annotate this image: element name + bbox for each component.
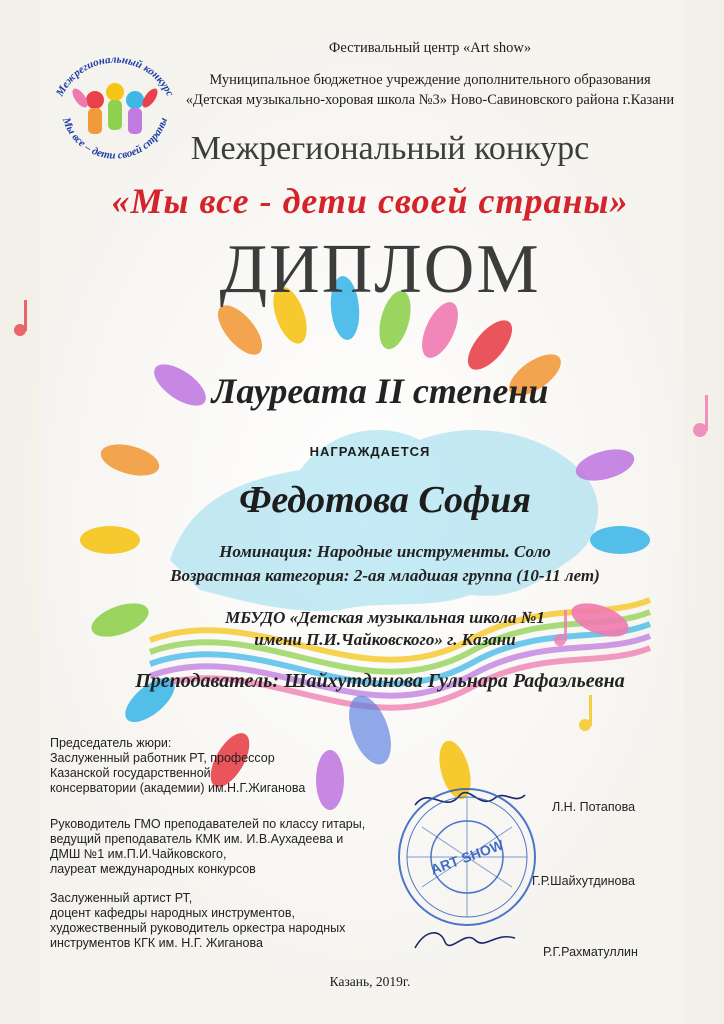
institution-line: Муниципальное бюджетное учреждение дополнительного образования (209, 72, 651, 88)
school-line: «Детская музыкально-хоровая школа №3» Ново-Савиновского района г.Казани (185, 92, 675, 108)
school-name-line-1: МБУДО «Детская музыкальная школа №1 (225, 608, 545, 627)
diploma-heading: ДИПЛОМ (219, 231, 541, 308)
recipient-name: Федотова София (239, 479, 531, 521)
signatory-name-chair: Л.Н. Потапова (552, 800, 636, 814)
signatory-name-artist: Р.Г.Рахматуллин (543, 945, 638, 959)
svg-text:Мы все – дети своей страны: Мы все – дети своей страны (59, 115, 171, 162)
signatory-name-gmo: Г.Р.Шайхутдинова (532, 874, 635, 888)
laureate-degree: Лауреата II степени (211, 371, 549, 411)
signatory-title-line: Руководитель ГМО преподавателей по классу гитары, (50, 817, 366, 831)
signatory-title-line: Председатель жюри: (50, 736, 172, 750)
official-stamp (392, 782, 542, 932)
signatory-title-line: художественный руководитель оркестра народных (50, 921, 346, 935)
signatory-title-line: доцент кафедры народных инструментов, (50, 906, 295, 920)
city-year: Казань, 2019г. (329, 974, 411, 989)
signatory-block-gmo (50, 817, 390, 877)
signatory-title-line: лауреат международных конкурсов (50, 862, 256, 876)
signatory-title-line: Заслуженный работник РТ, профессор (50, 751, 275, 765)
age-category-line: Возрастная категория: 2-ая младшая группа (10-11 лет) (170, 566, 600, 585)
nomination-line: Номинация: Народные инструменты. Соло (219, 542, 551, 561)
signatory-title-line: Казанской государственной (50, 766, 211, 780)
signatory-title-line: инструментов КГК им. Н.Г. Жиганова (50, 936, 263, 950)
signatory-block-artist (50, 891, 380, 951)
signatory-title-line: ведущий преподаватель КМК им. И.В.Аухадеева и (50, 832, 344, 846)
teacher-line: Преподаватель: Шайхутдинова Гульнара Рафаэльевна (135, 670, 625, 692)
signatory-title-line: консерватории (академии) им.Н.Г.Жиганова (50, 781, 306, 795)
contest-motto: «Мы все - дети своей страны» (111, 181, 629, 221)
signatory-block-chair (50, 736, 350, 796)
svg-text:Межрегиональный конкурс: Межрегиональный конкурс (54, 53, 177, 99)
contest-title: Межрегиональный конкурс (190, 130, 590, 167)
awarded-label: НАГРАЖДАЕТСЯ (309, 444, 431, 459)
signatory-title-line: Заслуженный артист РТ, (50, 891, 193, 905)
svg-text:ART SHOW: ART SHOW (428, 836, 506, 878)
school-name-line-2: имени П.И.Чайковского» г. Казани (254, 630, 516, 649)
signatory-title-line: ДМШ №1 им.П.И.Чайковского, (50, 847, 227, 861)
organizer-title: Фестивальный центр «Art show» (328, 40, 532, 56)
